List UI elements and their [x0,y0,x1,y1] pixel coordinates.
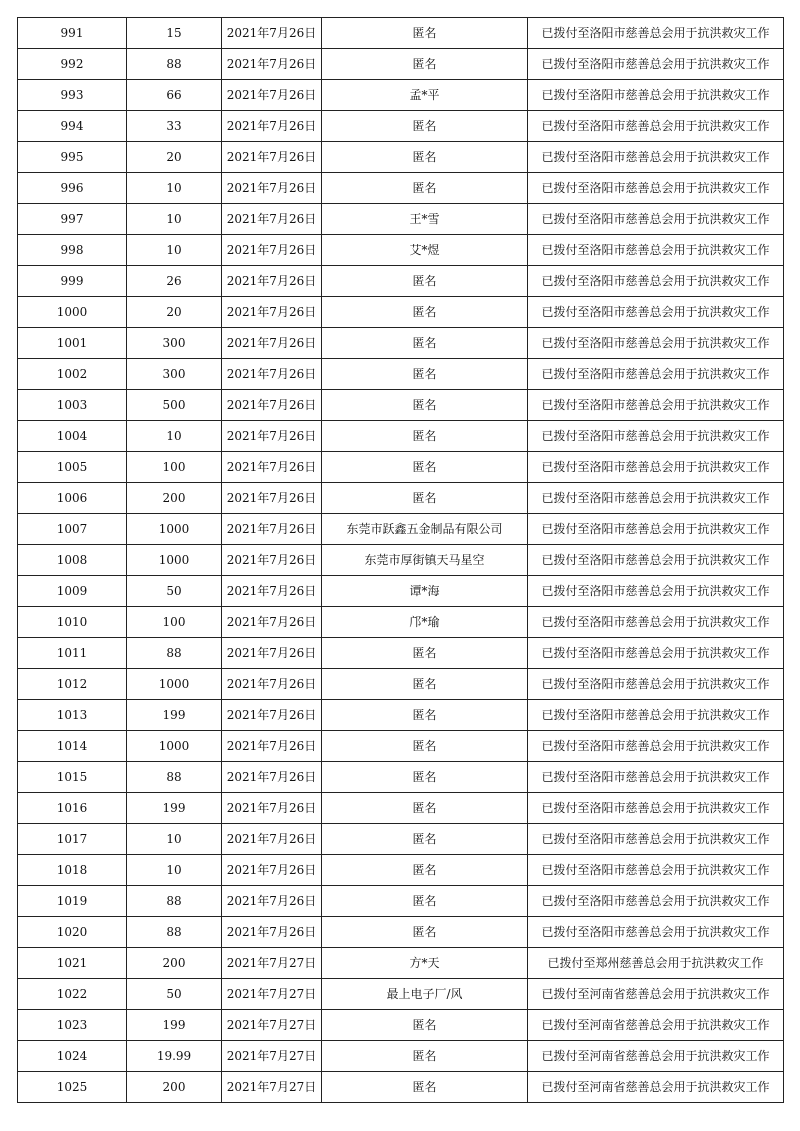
donor-cell: 谭*海 [322,576,528,607]
serial-number-cell: 994 [18,111,127,142]
amount-cell: 100 [127,607,222,638]
donor-cell: 匿名 [322,917,528,948]
serial-number-cell: 995 [18,142,127,173]
donor-cell: 匿名 [322,142,528,173]
table-row [18,235,784,266]
serial-number-cell: 1025 [18,1072,127,1103]
amount-cell: 199 [127,700,222,731]
donor-cell: 匿名 [322,18,528,49]
amount-cell: 199 [127,1010,222,1041]
serial-number-cell: 1021 [18,948,127,979]
fund-use-cell: 已拨付至洛阳市慈善总会用于抗洪救灾工作 [528,111,784,142]
donor-cell: 东莞市跃鑫五金制品有限公司 [322,514,528,545]
date-cell: 2021年7月26日 [222,266,322,297]
fund-use-cell: 已拨付至洛阳市慈善总会用于抗洪救灾工作 [528,669,784,700]
serial-number-cell: 1013 [18,700,127,731]
donor-cell: 匿名 [322,483,528,514]
serial-number-cell: 1001 [18,328,127,359]
donor-cell: 匿名 [322,855,528,886]
donor-cell: 匿名 [322,1041,528,1072]
fund-use-cell: 已拨付至洛阳市慈善总会用于抗洪救灾工作 [528,359,784,390]
table-row [18,452,784,483]
table-row [18,142,784,173]
donor-cell: 匿名 [322,452,528,483]
amount-cell: 500 [127,390,222,421]
date-cell: 2021年7月26日 [222,204,322,235]
fund-use-cell: 已拨付至洛阳市慈善总会用于抗洪救灾工作 [528,266,784,297]
fund-use-cell: 已拨付至河南省慈善总会用于抗洪救灾工作 [528,1072,784,1103]
fund-use-cell: 已拨付至河南省慈善总会用于抗洪救灾工作 [528,1041,784,1072]
date-cell: 2021年7月26日 [222,142,322,173]
amount-cell: 300 [127,359,222,390]
fund-use-cell: 已拨付至洛阳市慈善总会用于抗洪救灾工作 [528,173,784,204]
donor-cell: 匿名 [322,390,528,421]
fund-use-cell: 已拨付至洛阳市慈善总会用于抗洪救灾工作 [528,80,784,111]
table-row [18,297,784,328]
serial-number-cell: 1005 [18,452,127,483]
amount-cell: 200 [127,483,222,514]
donor-cell: 匿名 [322,669,528,700]
donor-cell: 匿名 [322,824,528,855]
table-row [18,1041,784,1072]
donor-cell: 匿名 [322,328,528,359]
amount-cell: 300 [127,328,222,359]
date-cell: 2021年7月26日 [222,359,322,390]
serial-number-cell: 1017 [18,824,127,855]
table-row [18,855,784,886]
donor-cell: 孟*平 [322,80,528,111]
amount-cell: 88 [127,762,222,793]
donor-cell: 艾*煜 [322,235,528,266]
amount-cell: 200 [127,1072,222,1103]
amount-cell: 50 [127,576,222,607]
donor-cell: 匿名 [322,700,528,731]
serial-number-cell: 1011 [18,638,127,669]
serial-number-cell: 998 [18,235,127,266]
donation-table [17,17,784,1103]
date-cell: 2021年7月26日 [222,886,322,917]
donor-cell: 方*天 [322,948,528,979]
fund-use-cell: 已拨付至洛阳市慈善总会用于抗洪救灾工作 [528,762,784,793]
amount-cell: 88 [127,917,222,948]
fund-use-cell: 已拨付至洛阳市慈善总会用于抗洪救灾工作 [528,142,784,173]
fund-use-cell: 已拨付至洛阳市慈善总会用于抗洪救灾工作 [528,297,784,328]
serial-number-cell: 1010 [18,607,127,638]
table-row [18,638,784,669]
date-cell: 2021年7月26日 [222,824,322,855]
table-row [18,700,784,731]
date-cell: 2021年7月26日 [222,80,322,111]
table-row [18,111,784,142]
fund-use-cell: 已拨付至洛阳市慈善总会用于抗洪救灾工作 [528,328,784,359]
date-cell: 2021年7月27日 [222,948,322,979]
serial-number-cell: 999 [18,266,127,297]
fund-use-cell: 已拨付至洛阳市慈善总会用于抗洪救灾工作 [528,421,784,452]
donor-cell: 匿名 [322,731,528,762]
fund-use-cell: 已拨付至洛阳市慈善总会用于抗洪救灾工作 [528,855,784,886]
amount-cell: 10 [127,173,222,204]
amount-cell: 20 [127,297,222,328]
fund-use-cell: 已拨付至洛阳市慈善总会用于抗洪救灾工作 [528,917,784,948]
fund-use-cell: 已拨付至洛阳市慈善总会用于抗洪救灾工作 [528,452,784,483]
amount-cell: 88 [127,49,222,80]
table-row [18,607,784,638]
serial-number-cell: 1023 [18,1010,127,1041]
table-row [18,979,784,1010]
donor-cell: 邝*瑜 [322,607,528,638]
table-row [18,824,784,855]
amount-cell: 199 [127,793,222,824]
fund-use-cell: 已拨付至河南省慈善总会用于抗洪救灾工作 [528,1010,784,1041]
amount-cell: 10 [127,824,222,855]
date-cell: 2021年7月26日 [222,297,322,328]
serial-number-cell: 1007 [18,514,127,545]
fund-use-cell: 已拨付至洛阳市慈善总会用于抗洪救灾工作 [528,514,784,545]
fund-use-cell: 已拨付至洛阳市慈善总会用于抗洪救灾工作 [528,18,784,49]
table-row [18,204,784,235]
serial-number-cell: 1018 [18,855,127,886]
table-row [18,49,784,80]
donor-cell: 匿名 [322,111,528,142]
amount-cell: 26 [127,266,222,297]
table-row [18,1010,784,1041]
table-row [18,18,784,49]
date-cell: 2021年7月26日 [222,18,322,49]
serial-number-cell: 1009 [18,576,127,607]
serial-number-cell: 993 [18,80,127,111]
fund-use-cell: 已拨付至洛阳市慈善总会用于抗洪救灾工作 [528,204,784,235]
fund-use-cell: 已拨付至郑州慈善总会用于抗洪救灾工作 [528,948,784,979]
serial-number-cell: 1024 [18,1041,127,1072]
donor-cell: 东莞市厚街镇天马星空 [322,545,528,576]
fund-use-cell: 已拨付至洛阳市慈善总会用于抗洪救灾工作 [528,793,784,824]
date-cell: 2021年7月26日 [222,49,322,80]
table-row [18,483,784,514]
amount-cell: 1000 [127,514,222,545]
fund-use-cell: 已拨付至洛阳市慈善总会用于抗洪救灾工作 [528,638,784,669]
table-row [18,576,784,607]
date-cell: 2021年7月26日 [222,669,322,700]
serial-number-cell: 1015 [18,762,127,793]
amount-cell: 66 [127,80,222,111]
fund-use-cell: 已拨付至河南省慈善总会用于抗洪救灾工作 [528,979,784,1010]
table-row [18,1072,784,1103]
amount-cell: 19.99 [127,1041,222,1072]
serial-number-cell: 1008 [18,545,127,576]
table-row [18,669,784,700]
fund-use-cell: 已拨付至洛阳市慈善总会用于抗洪救灾工作 [528,576,784,607]
table-row [18,762,784,793]
donor-cell: 匿名 [322,297,528,328]
fund-use-cell: 已拨付至洛阳市慈善总会用于抗洪救灾工作 [528,235,784,266]
table-row [18,793,784,824]
table-row [18,80,784,111]
amount-cell: 1000 [127,731,222,762]
table-row [18,731,784,762]
date-cell: 2021年7月26日 [222,545,322,576]
serial-number-cell: 991 [18,18,127,49]
fund-use-cell: 已拨付至洛阳市慈善总会用于抗洪救灾工作 [528,824,784,855]
table-row [18,359,784,390]
donor-cell: 匿名 [322,359,528,390]
donor-cell: 匿名 [322,762,528,793]
amount-cell: 1000 [127,545,222,576]
date-cell: 2021年7月27日 [222,1041,322,1072]
serial-number-cell: 1014 [18,731,127,762]
serial-number-cell: 1004 [18,421,127,452]
serial-number-cell: 992 [18,49,127,80]
donor-cell: 匿名 [322,266,528,297]
table-row [18,948,784,979]
table-row [18,266,784,297]
donor-cell: 匿名 [322,1010,528,1041]
amount-cell: 100 [127,452,222,483]
document-page [17,17,783,1103]
table-row [18,886,784,917]
date-cell: 2021年7月26日 [222,917,322,948]
table-row [18,390,784,421]
donor-cell: 匿名 [322,173,528,204]
table-row [18,545,784,576]
donor-cell: 最上电子厂/风 [322,979,528,1010]
date-cell: 2021年7月26日 [222,483,322,514]
amount-cell: 33 [127,111,222,142]
amount-cell: 20 [127,142,222,173]
donor-cell: 匿名 [322,49,528,80]
date-cell: 2021年7月26日 [222,173,322,204]
serial-number-cell: 1002 [18,359,127,390]
date-cell: 2021年7月26日 [222,390,322,421]
serial-number-cell: 1006 [18,483,127,514]
serial-number-cell: 996 [18,173,127,204]
fund-use-cell: 已拨付至洛阳市慈善总会用于抗洪救灾工作 [528,49,784,80]
amount-cell: 10 [127,855,222,886]
amount-cell: 88 [127,638,222,669]
table-row [18,421,784,452]
date-cell: 2021年7月26日 [222,576,322,607]
amount-cell: 15 [127,18,222,49]
date-cell: 2021年7月26日 [222,793,322,824]
table-row [18,917,784,948]
date-cell: 2021年7月26日 [222,855,322,886]
amount-cell: 88 [127,886,222,917]
amount-cell: 10 [127,204,222,235]
fund-use-cell: 已拨付至洛阳市慈善总会用于抗洪救灾工作 [528,607,784,638]
fund-use-cell: 已拨付至洛阳市慈善总会用于抗洪救灾工作 [528,886,784,917]
donor-cell: 匿名 [322,793,528,824]
amount-cell: 10 [127,421,222,452]
fund-use-cell: 已拨付至洛阳市慈善总会用于抗洪救灾工作 [528,731,784,762]
amount-cell: 1000 [127,669,222,700]
date-cell: 2021年7月26日 [222,421,322,452]
serial-number-cell: 1020 [18,917,127,948]
donation-table-body [18,18,784,1103]
date-cell: 2021年7月26日 [222,452,322,483]
serial-number-cell: 1019 [18,886,127,917]
fund-use-cell: 已拨付至洛阳市慈善总会用于抗洪救灾工作 [528,700,784,731]
amount-cell: 200 [127,948,222,979]
date-cell: 2021年7月26日 [222,514,322,545]
table-row [18,173,784,204]
date-cell: 2021年7月26日 [222,235,322,266]
serial-number-cell: 1000 [18,297,127,328]
date-cell: 2021年7月26日 [222,762,322,793]
date-cell: 2021年7月26日 [222,111,322,142]
date-cell: 2021年7月27日 [222,1072,322,1103]
donor-cell: 王*雪 [322,204,528,235]
fund-use-cell: 已拨付至洛阳市慈善总会用于抗洪救灾工作 [528,483,784,514]
amount-cell: 50 [127,979,222,1010]
table-row [18,514,784,545]
fund-use-cell: 已拨付至洛阳市慈善总会用于抗洪救灾工作 [528,390,784,421]
date-cell: 2021年7月27日 [222,979,322,1010]
table-row [18,328,784,359]
serial-number-cell: 1003 [18,390,127,421]
fund-use-cell: 已拨付至洛阳市慈善总会用于抗洪救灾工作 [528,545,784,576]
donor-cell: 匿名 [322,886,528,917]
amount-cell: 10 [127,235,222,266]
serial-number-cell: 1022 [18,979,127,1010]
donor-cell: 匿名 [322,421,528,452]
serial-number-cell: 1016 [18,793,127,824]
donor-cell: 匿名 [322,1072,528,1103]
date-cell: 2021年7月26日 [222,700,322,731]
date-cell: 2021年7月27日 [222,1010,322,1041]
date-cell: 2021年7月26日 [222,731,322,762]
donor-cell: 匿名 [322,638,528,669]
serial-number-cell: 1012 [18,669,127,700]
date-cell: 2021年7月26日 [222,638,322,669]
serial-number-cell: 997 [18,204,127,235]
date-cell: 2021年7月26日 [222,607,322,638]
date-cell: 2021年7月26日 [222,328,322,359]
